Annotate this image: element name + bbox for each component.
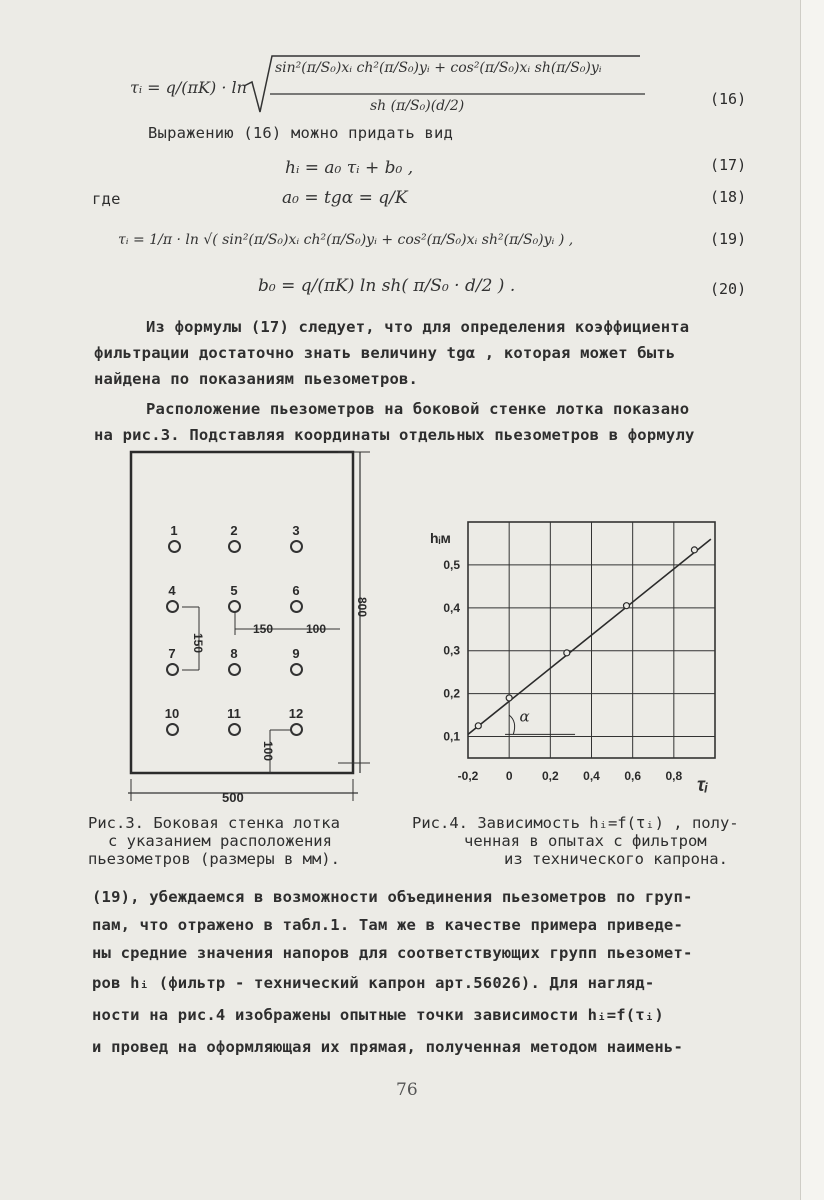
eq20: b₀ = q/(πK) ln sh( π/S₀ · d/2 ) . xyxy=(258,276,516,296)
para3-line6: и провед на оформляющая их прямая, полученная методом наимень- xyxy=(92,1038,683,1056)
fig3-caption-2: с указанием расположения xyxy=(108,832,332,850)
fig3-caption-3: пьезометров (размеры в мм). xyxy=(88,850,340,868)
eq18-number: (18) xyxy=(710,188,747,206)
para1-line3: найдена по показаниям пьезометров. xyxy=(94,370,419,388)
para2-line2: на рис.3. Подставляя координаты отдельных пьезометров в формулу xyxy=(94,426,695,444)
eq17: hᵢ = a₀ τᵢ + b₀ , xyxy=(285,158,414,178)
piezometer-6: 6 xyxy=(286,583,306,613)
data-point xyxy=(475,723,481,729)
fig3-dim-bottom: 100 xyxy=(261,740,276,762)
alpha-annotation: α xyxy=(519,707,530,726)
para1-line2: фильтрации достаточно знать величину tgα , которая может быть xyxy=(94,344,676,362)
y-tick-label: 0,1 xyxy=(443,729,460,744)
fit-line xyxy=(468,539,711,734)
x-tick-label: 0,8 xyxy=(665,769,683,783)
data-point xyxy=(623,603,629,609)
piezometer-10: 10 xyxy=(162,706,182,736)
angle-arc xyxy=(509,715,514,734)
piezometer-3: 3 xyxy=(286,523,306,553)
para3-line2: пам, что отражено в табл.1. Там же в качестве примера приведе- xyxy=(92,916,683,934)
fig3-dim-height: 800 xyxy=(355,596,370,618)
piezometer-7: 7 xyxy=(162,646,182,676)
x-tick-label: 0 xyxy=(505,769,513,783)
eq16-number: (16) xyxy=(710,90,747,108)
eq16-numerator: sin²(π/S₀)xᵢ ch²(π/S₀)yᵢ + cos²(π/S₀)xᵢ sh(π/S₀)yᵢ xyxy=(275,60,602,76)
fig4-xlabel: τᵢ xyxy=(697,775,709,796)
data-point xyxy=(691,547,697,553)
data-point xyxy=(564,650,570,656)
x-tick-label: 0,6 xyxy=(624,769,642,783)
y-tick-label: 0,4 xyxy=(443,600,460,615)
eq16-denominator: sh (π/S₀)(d/2) xyxy=(370,98,465,114)
fig3-dim-width: 500 xyxy=(222,790,244,805)
piezometer-5: 5 xyxy=(224,583,244,613)
para3-line3: ны средние значения напоров для соответствующих групп пьезомет- xyxy=(92,944,693,962)
data-point xyxy=(506,695,512,701)
eq16-lhs: τᵢ = q/(πK) · ln xyxy=(130,78,247,97)
fig3-caption-1: Рис.3. Боковая стенка лотка xyxy=(88,814,340,832)
fig3-dim-150: 150 xyxy=(253,622,274,636)
eq18: a₀ = tgα = q/K xyxy=(282,188,408,208)
eq19-number: (19) xyxy=(710,230,747,248)
eq17-number: (17) xyxy=(710,156,747,174)
para3-line4: ров hᵢ (фильтр - технический капрон арт.56026). Для нагляд- xyxy=(92,974,655,992)
fig3-dim-vertical: 150 xyxy=(191,632,206,654)
piezometer-11: 11 xyxy=(224,706,244,736)
fig4-caption-3: из технического капрона. xyxy=(504,850,728,868)
piezometer-1: 1 xyxy=(164,523,184,553)
fig3-dim-100: 100 xyxy=(306,622,327,636)
fig4-chart xyxy=(420,510,720,810)
fig3-frame xyxy=(120,445,380,805)
fig4-caption-2: ченная в опытах с фильтром xyxy=(464,832,707,850)
y-tick-label: 0,3 xyxy=(443,643,460,658)
eq19: τᵢ = 1/π · ln √( sin²(π/S₀)xᵢ ch²(π/S₀)yᵢ + cos²(π/S₀)xᵢ sh²(π/S₀)yᵢ ) , xyxy=(118,232,574,248)
para3-line1: (19), убеждаемся в возможности объединения пьезометров по груп- xyxy=(92,888,693,906)
para3-line5: ности на рис.4 изображены опытные точки зависимости hᵢ=f(τᵢ) xyxy=(92,1006,664,1024)
piezometer-12: 12 xyxy=(286,706,306,736)
piezometer-4: 4 xyxy=(162,583,182,613)
y-tick-label: 0,2 xyxy=(443,686,460,701)
piezometer-9: 9 xyxy=(286,646,306,676)
x-tick-label: 0,4 xyxy=(583,769,600,783)
y-tick-label: 0,5 xyxy=(443,557,460,572)
fig4-ylabel: hᵢм xyxy=(430,530,451,546)
piezometer-2: 2 xyxy=(224,523,244,553)
para1-line1: Из формулы (17) следует, что для определения коэффициента xyxy=(146,318,690,336)
page-number: 76 xyxy=(396,1080,418,1100)
where-label: где xyxy=(92,190,121,208)
x-tick-label: -0,2 xyxy=(457,769,479,783)
eq17-intro: Выражению (16) можно придать вид xyxy=(148,124,454,142)
page-edge xyxy=(800,0,824,1200)
fig4-caption-1: Рис.4. Зависимость hᵢ=f(τᵢ) , полу- xyxy=(412,814,739,832)
piezometer-8: 8 xyxy=(224,646,244,676)
eq20-number: (20) xyxy=(710,280,747,298)
x-tick-label: 0,2 xyxy=(541,769,559,783)
para2-line1: Расположение пьезометров на боковой стенке лотка показано xyxy=(146,400,690,418)
